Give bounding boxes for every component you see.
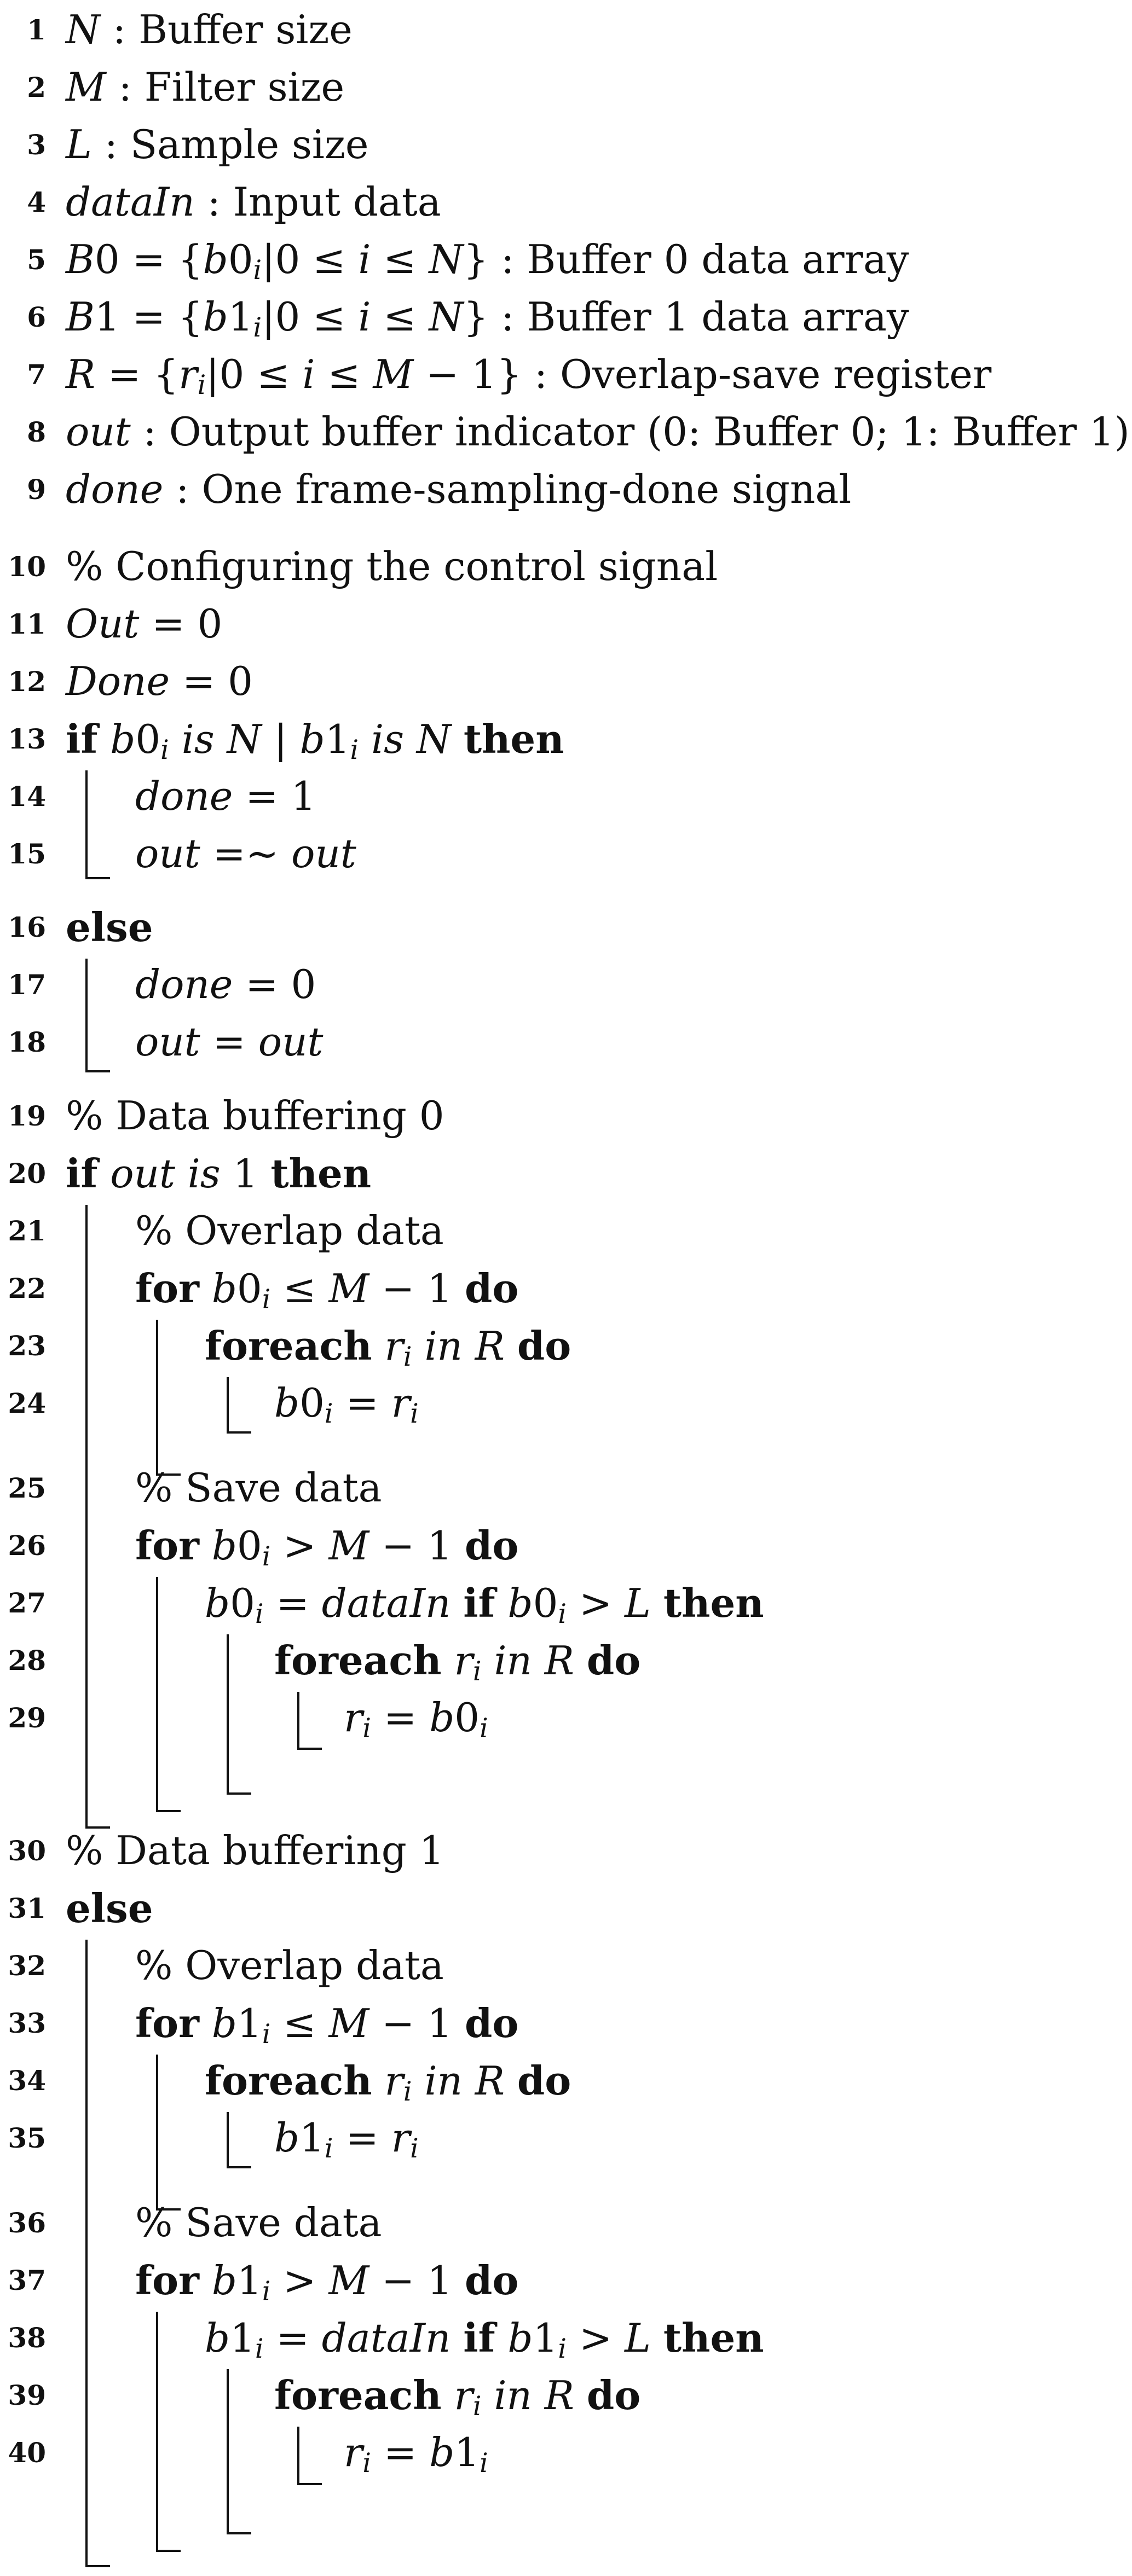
code-text: if $b0_i$ is N | $b1_i$ is N then — [66, 716, 564, 765]
line-number: 32 — [8, 1950, 46, 1982]
line-number: 23 — [8, 1330, 46, 1362]
algorithm-line — [0, 2052, 1132, 2109]
code-text: % Overlap data — [135, 1208, 444, 1254]
line-number: 17 — [8, 968, 46, 1001]
line-number: 26 — [8, 1529, 46, 1562]
code-text: $b0_i = r_i$ — [274, 1380, 419, 1429]
block-bar-end — [156, 2550, 181, 2552]
algorithm-line — [0, 2252, 1132, 2309]
algorithm-line — [0, 710, 1132, 768]
line-number: 40 — [8, 2436, 46, 2469]
code-text: for $b1_i > M - 1$ do — [135, 2257, 519, 2307]
code-text: L : Sample size — [66, 121, 369, 167]
block-bar — [156, 2055, 158, 2209]
line-number: 31 — [8, 1892, 46, 1924]
algorithm-line — [0, 59, 1132, 116]
algorithm-line — [0, 1317, 1132, 1374]
block-bar — [85, 1940, 88, 2566]
line-number: 6 — [27, 301, 46, 333]
code-text: else — [66, 904, 153, 950]
algorithm-line — [0, 461, 1132, 518]
block-bar — [227, 2369, 229, 2533]
code-text: $b0_i$ = dataIn if $b0_i > L$ then — [205, 1580, 764, 1629]
line-number: 22 — [8, 1272, 46, 1304]
code-text: done = 1 — [135, 773, 316, 819]
algorithm-line — [0, 116, 1132, 173]
line-number: 5 — [27, 243, 46, 276]
code-text: Done = 0 — [66, 658, 253, 704]
line-number: 33 — [8, 2007, 46, 2039]
line-number: 25 — [8, 1472, 46, 1504]
block-bar-end — [85, 877, 110, 879]
line-number: 30 — [8, 1835, 46, 1867]
code-text: foreach $r_i$ in R do — [274, 2372, 641, 2422]
code-text: done = 0 — [135, 961, 316, 1007]
code-text: % Save data — [135, 2200, 382, 2246]
line-number: 20 — [8, 1157, 46, 1190]
line-number: 4 — [27, 186, 46, 218]
code-text: % Data buffering 1 — [66, 1827, 444, 1873]
block-bar-end — [227, 1792, 251, 1795]
algorithm-line — [0, 2366, 1132, 2424]
code-text: Out = 0 — [66, 601, 223, 647]
line-number: 11 — [8, 608, 46, 640]
algorithm-line — [0, 2424, 1132, 2481]
block-bar-end — [297, 1748, 322, 1750]
line-number: 15 — [8, 838, 46, 870]
algorithm-line — [0, 538, 1132, 595]
code-text: foreach $r_i$ in R do — [274, 1637, 641, 1687]
line-number: 39 — [8, 2379, 46, 2411]
algorithm-line — [0, 1087, 1132, 1145]
code-text: for $b0_i > M - 1$ do — [135, 1522, 519, 1572]
algorithm-line — [0, 1459, 1132, 1517]
line-number: 16 — [8, 911, 46, 943]
algorithm-line — [0, 1260, 1132, 1317]
block-bar — [85, 959, 88, 1071]
line-number: 13 — [8, 723, 46, 755]
line-number: 24 — [8, 1387, 46, 1419]
algorithm-line — [0, 1632, 1132, 1689]
algorithm-line — [0, 768, 1132, 825]
algorithm-line — [0, 231, 1132, 288]
line-number: 37 — [8, 2264, 46, 2296]
block-bar-end — [227, 2532, 251, 2534]
algorithm-line — [0, 825, 1132, 883]
code-text: for $b1_i \le M - 1$ do — [135, 2000, 519, 2050]
line-number: 1 — [27, 14, 46, 46]
block-bar — [156, 2312, 158, 2551]
code-text: foreach $r_i$ in R do — [205, 2057, 571, 2107]
code-text: done : One frame-sampling-done signal — [66, 466, 852, 512]
code-text: out : Output buffer indicator (0: Buffer 0; 1: Buffer 1) — [66, 409, 1130, 455]
algorithm-line — [0, 1574, 1132, 1632]
line-number: 3 — [27, 129, 46, 161]
code-text: % Overlap data — [135, 1942, 444, 1988]
algorithm-line — [0, 653, 1132, 710]
line-number: 10 — [8, 550, 46, 583]
line-number: 14 — [8, 780, 46, 813]
algorithm-line — [0, 1, 1132, 59]
block-bar — [297, 2427, 299, 2484]
algorithm-line — [0, 956, 1132, 1013]
block-bar — [156, 1320, 158, 1475]
block-bar-end — [227, 2166, 251, 2168]
algorithm-line — [0, 1994, 1132, 2052]
block-bar-end — [227, 1431, 251, 1434]
block-bar-end — [85, 1826, 110, 1829]
line-number: 35 — [8, 2122, 46, 2154]
algorithm-line — [0, 595, 1132, 653]
block-bar — [297, 1692, 299, 1749]
code-text: out =∼ out — [135, 831, 356, 877]
block-bar — [85, 770, 88, 878]
code-text: $B1 = \{b1_i|0 \le i \le N\}$ : Buffer 1 data array — [66, 294, 909, 343]
algorithm-line — [0, 1689, 1132, 1747]
code-text: for $b0_i \le M - 1$ do — [135, 1265, 519, 1315]
algorithm-line — [0, 346, 1132, 403]
line-number: 28 — [8, 1644, 46, 1676]
algorithm-line — [0, 1879, 1132, 1937]
line-number: 21 — [8, 1215, 46, 1247]
algorithm-line — [0, 1013, 1132, 1071]
code-text: $r_i = b1_i$ — [344, 2429, 488, 2479]
algorithm-line — [0, 288, 1132, 346]
block-bar-end — [85, 2565, 110, 2567]
algorithm-line — [0, 2109, 1132, 2167]
line-number: 29 — [8, 1702, 46, 1734]
block-bar — [227, 2112, 229, 2167]
line-number: 19 — [8, 1100, 46, 1132]
algorithm-line — [0, 1202, 1132, 1260]
line-number: 34 — [8, 2064, 46, 2097]
code-text: foreach $r_i$ in R do — [205, 1322, 571, 1372]
code-text: $b1_i$ = dataIn if $b1_i > L$ then — [205, 2314, 764, 2364]
algorithm-line — [0, 1822, 1132, 1879]
code-text: else — [66, 1885, 153, 1931]
algorithm-line — [0, 403, 1132, 461]
algorithm-line — [0, 1517, 1132, 1574]
line-number: 7 — [27, 358, 46, 391]
block-bar-end — [85, 1070, 110, 1072]
block-bar-end — [156, 2208, 181, 2211]
code-text: out = out — [135, 1019, 324, 1065]
line-number: 12 — [8, 665, 46, 698]
line-number: 36 — [8, 2207, 46, 2239]
block-bar — [227, 1377, 229, 1432]
code-text: % Data buffering 0 — [66, 1093, 444, 1139]
code-text: $B0 = \{b0_i|0 \le i \le N\}$ : Buffer 0 data array — [66, 236, 909, 286]
algorithm-line — [0, 2194, 1132, 2252]
algorithm-line — [0, 1937, 1132, 1994]
code-text: if out is 1 then — [66, 1150, 372, 1197]
line-number: 27 — [8, 1587, 46, 1619]
block-bar-end — [156, 1810, 181, 1812]
block-bar — [85, 1205, 88, 1827]
block-bar — [156, 1577, 158, 1811]
block-bar-end — [156, 1473, 181, 1476]
block-bar-end — [297, 2483, 322, 2485]
line-number: 8 — [27, 416, 46, 448]
line-number: 38 — [8, 2322, 46, 2354]
code-text: $R = \{r_i|0 \le i \le M - 1\}$ : Overlap-save register — [66, 351, 992, 401]
algorithm-line — [0, 1145, 1132, 1202]
block-bar — [227, 1634, 229, 1794]
code-text: N : Buffer size — [66, 7, 353, 53]
algorithm-line — [0, 173, 1132, 231]
line-number: 9 — [27, 473, 46, 506]
code-text: $r_i = b0_i$ — [344, 1695, 488, 1744]
code-text: % Save data — [135, 1465, 382, 1511]
code-text: M : Filter size — [66, 64, 345, 110]
code-text: $b1_i = r_i$ — [274, 2115, 419, 2164]
line-number: 18 — [8, 1026, 46, 1058]
code-text: % Configuring the control signal — [66, 543, 718, 589]
algorithm-line — [0, 1374, 1132, 1432]
algorithm-line — [0, 2309, 1132, 2366]
code-text: dataIn : Input data — [66, 179, 441, 225]
line-number: 2 — [27, 71, 46, 103]
algorithm-line — [0, 898, 1132, 956]
